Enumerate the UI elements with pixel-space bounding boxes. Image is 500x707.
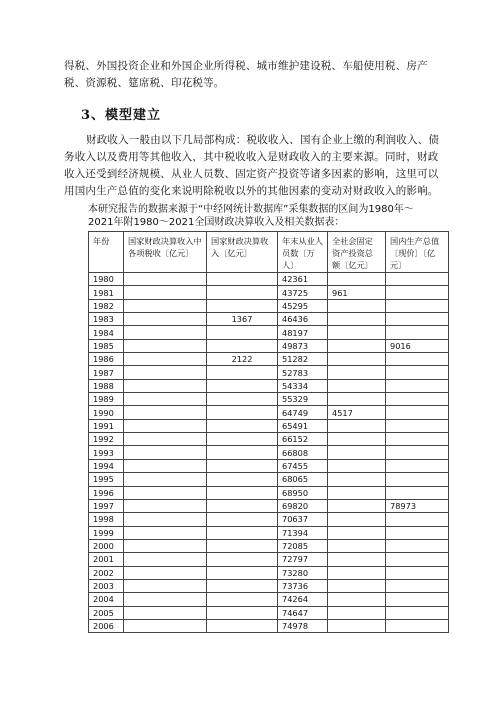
- cell-tax-revenue: [124, 406, 207, 419]
- cell-gdp: [386, 513, 449, 526]
- cell-year: 2004: [89, 593, 124, 606]
- cell-employment: 72085: [278, 539, 328, 552]
- cell-gdp: [386, 326, 449, 339]
- cell-gdp: [386, 393, 449, 406]
- cell-year: 2005: [89, 606, 124, 619]
- cell-employment: 68950: [278, 486, 328, 499]
- cell-gdp: [386, 299, 449, 312]
- cell-year: 1989: [89, 393, 124, 406]
- table-caption: 本研究报告的数据来源于“中经网统计数据库”采集数据的区间为1980年～2021年附1980～2021全国财政决算收入及相关数据表：: [88, 204, 414, 228]
- cell-fiscal-revenue: [207, 273, 278, 286]
- table-row: [89, 513, 449, 526]
- cell-employment: 72797: [278, 553, 328, 566]
- cell-fiscal-revenue: [207, 526, 278, 539]
- cell-fixed-investment: [328, 619, 386, 632]
- cell-fiscal-revenue: 1367: [207, 313, 278, 326]
- cell-gdp: [386, 606, 449, 619]
- table-row: [89, 406, 449, 419]
- cell-employment: 49873: [278, 339, 328, 352]
- cell-employment: 64749: [278, 406, 328, 419]
- cell-gdp: [386, 406, 449, 419]
- cell-employment: 68065: [278, 473, 328, 486]
- cell-tax-revenue: [124, 393, 207, 406]
- header-employment: 年末从业人员数〔万人〕: [278, 232, 328, 273]
- cell-gdp: [386, 593, 449, 606]
- cell-fiscal-revenue: [207, 286, 278, 299]
- cell-tax-revenue: [124, 579, 207, 592]
- cell-employment: 67455: [278, 459, 328, 472]
- cell-gdp: [386, 433, 449, 446]
- cell-fixed-investment: [328, 326, 386, 339]
- cell-employment: 73736: [278, 579, 328, 592]
- cell-year: 1990: [89, 406, 124, 419]
- cell-fixed-investment: [328, 526, 386, 539]
- cell-tax-revenue: [124, 339, 207, 352]
- table-header-row: [89, 232, 449, 273]
- cell-fiscal-revenue: [207, 499, 278, 512]
- header-fiscal-revenue: 国家财政决算收入〔亿元〕: [207, 232, 278, 273]
- cell-fixed-investment: [328, 579, 386, 592]
- cell-fixed-investment: [328, 446, 386, 459]
- cell-year: 1991: [89, 419, 124, 432]
- cell-fiscal-revenue: [207, 446, 278, 459]
- table-row: [89, 539, 449, 552]
- table-row: [89, 606, 449, 619]
- table-row: [89, 619, 449, 632]
- cell-fixed-investment: [328, 339, 386, 352]
- cell-employment: 70637: [278, 513, 328, 526]
- cell-tax-revenue: [124, 299, 207, 312]
- cell-fixed-investment: [328, 593, 386, 606]
- cell-fiscal-revenue: [207, 606, 278, 619]
- cell-fixed-investment: [328, 273, 386, 286]
- cell-tax-revenue: [124, 566, 207, 579]
- cell-fiscal-revenue: [207, 299, 278, 312]
- header-gdp: 国内生产总值〔现价〕〔亿元〕: [386, 232, 449, 273]
- table-row: [89, 339, 449, 352]
- cell-tax-revenue: [124, 619, 207, 632]
- cell-year: 1995: [89, 473, 124, 486]
- cell-fixed-investment: [328, 606, 386, 619]
- cell-gdp: [386, 526, 449, 539]
- cell-tax-revenue: [124, 539, 207, 552]
- cell-year: 1981: [89, 286, 124, 299]
- table-row: [89, 393, 449, 406]
- cell-fixed-investment: 4517: [328, 406, 386, 419]
- cell-fiscal-revenue: [207, 459, 278, 472]
- table-row: [89, 366, 449, 379]
- cell-fixed-investment: [328, 353, 386, 366]
- header-fixed-investment: 全社会固定资产投资总额〔亿元〕: [328, 232, 386, 273]
- cell-employment: 74978: [278, 619, 328, 632]
- cell-year: 1996: [89, 486, 124, 499]
- cell-employment: 55329: [278, 393, 328, 406]
- cell-fiscal-revenue: [207, 486, 278, 499]
- cell-fiscal-revenue: [207, 579, 278, 592]
- cell-gdp: [386, 486, 449, 499]
- table-row: [89, 313, 449, 326]
- table-row: [89, 419, 449, 432]
- cell-gdp: [386, 579, 449, 592]
- cell-tax-revenue: [124, 366, 207, 379]
- cell-gdp: [386, 366, 449, 379]
- cell-tax-revenue: [124, 593, 207, 606]
- cell-tax-revenue: [124, 526, 207, 539]
- cell-tax-revenue: [124, 473, 207, 486]
- cell-fiscal-revenue: [207, 393, 278, 406]
- cell-year: 1999: [89, 526, 124, 539]
- cell-fiscal-revenue: [207, 366, 278, 379]
- table-row: [89, 566, 449, 579]
- cell-fixed-investment: [328, 473, 386, 486]
- cell-fiscal-revenue: 2122: [207, 353, 278, 366]
- cell-tax-revenue: [124, 486, 207, 499]
- cell-gdp: [386, 446, 449, 459]
- cell-tax-revenue: [124, 379, 207, 392]
- table-row: [89, 446, 449, 459]
- cell-year: 1998: [89, 513, 124, 526]
- table-row: [89, 433, 449, 446]
- cell-fixed-investment: [328, 499, 386, 512]
- cell-fiscal-revenue: [207, 433, 278, 446]
- cell-gdp: [386, 273, 449, 286]
- cell-tax-revenue: [124, 419, 207, 432]
- cell-tax-revenue: [124, 459, 207, 472]
- cell-year: 2001: [89, 553, 124, 566]
- cell-employment: 48197: [278, 326, 328, 339]
- body-paragraph-text: 财政收入一般由以下几局部构成：税收收入、国有企业上缴的利润收入、债务收入以及费用等其他收入，其中税收收入是财政收入的主要来源。同时，财政收入还受到经济规模、从业人员数、固定资产投资等诸多因素的影响，这里可以用国内生产总值的变化来说明除税收以外的其他因素的变动对财政收入的影响。: [64, 134, 440, 197]
- cell-tax-revenue: [124, 446, 207, 459]
- cell-fiscal-revenue: [207, 419, 278, 432]
- cell-employment: 42361: [278, 273, 328, 286]
- cell-employment: 43725: [278, 286, 328, 299]
- cell-gdp: [386, 459, 449, 472]
- cell-employment: 45295: [278, 299, 328, 312]
- cell-employment: 69820: [278, 499, 328, 512]
- cell-gdp: [386, 553, 449, 566]
- cell-fixed-investment: [328, 299, 386, 312]
- cell-fixed-investment: [328, 486, 386, 499]
- cell-fixed-investment: [328, 313, 386, 326]
- table-row: [89, 273, 449, 286]
- data-table: [88, 231, 449, 633]
- cell-fixed-investment: [328, 539, 386, 552]
- cell-gdp: [386, 539, 449, 552]
- cell-fixed-investment: [328, 459, 386, 472]
- cell-fixed-investment: [328, 433, 386, 446]
- cell-gdp: [386, 619, 449, 632]
- table-row: [89, 579, 449, 592]
- cell-employment: 66152: [278, 433, 328, 446]
- cell-tax-revenue: [124, 553, 207, 566]
- cell-year: 1986: [89, 353, 124, 366]
- cell-employment: 74264: [278, 593, 328, 606]
- cell-fixed-investment: [328, 419, 386, 432]
- cell-fiscal-revenue: [207, 619, 278, 632]
- cell-fixed-investment: [328, 366, 386, 379]
- cell-year: 1992: [89, 433, 124, 446]
- cell-year: 2003: [89, 579, 124, 592]
- cell-year: 2002: [89, 566, 124, 579]
- cell-fiscal-revenue: [207, 339, 278, 352]
- header-tax-revenue: 国家财政决算收入中各项税收〔亿元〕: [124, 232, 207, 273]
- cell-gdp: 9016: [386, 339, 449, 352]
- cell-year: 1983: [89, 313, 124, 326]
- table-row: [89, 326, 449, 339]
- cell-year: 2000: [89, 539, 124, 552]
- cell-tax-revenue: [124, 286, 207, 299]
- table-row: [89, 379, 449, 392]
- cell-employment: 54334: [278, 379, 328, 392]
- cell-fixed-investment: 961: [328, 286, 386, 299]
- cell-tax-revenue: [124, 433, 207, 446]
- cell-fiscal-revenue: [207, 379, 278, 392]
- cell-fiscal-revenue: [207, 473, 278, 486]
- body-paragraph: [64, 132, 444, 200]
- cell-fiscal-revenue: [207, 566, 278, 579]
- cell-tax-revenue: [124, 499, 207, 512]
- cell-gdp: [386, 313, 449, 326]
- cell-year: 1987: [89, 366, 124, 379]
- cell-year: 2006: [89, 619, 124, 632]
- cell-tax-revenue: [124, 273, 207, 286]
- cell-gdp: 78973: [386, 499, 449, 512]
- cell-fiscal-revenue: [207, 593, 278, 606]
- section-heading: 3、模型建立: [81, 108, 162, 123]
- table-row: [89, 286, 449, 299]
- cell-employment: 46436: [278, 313, 328, 326]
- cell-fixed-investment: [328, 566, 386, 579]
- table-row: [89, 353, 449, 366]
- cell-gdp: [386, 473, 449, 486]
- cell-year: 1980: [89, 273, 124, 286]
- cell-gdp: [386, 419, 449, 432]
- cell-employment: 52783: [278, 366, 328, 379]
- cell-fixed-investment: [328, 553, 386, 566]
- cell-tax-revenue: [124, 353, 207, 366]
- cell-gdp: [386, 379, 449, 392]
- table-row: [89, 459, 449, 472]
- cell-year: 1994: [89, 459, 124, 472]
- cell-fiscal-revenue: [207, 513, 278, 526]
- cell-year: 1993: [89, 446, 124, 459]
- cell-year: 1982: [89, 299, 124, 312]
- table-row: [89, 593, 449, 606]
- table-row: [89, 473, 449, 486]
- table-row: [89, 486, 449, 499]
- cell-employment: 71394: [278, 526, 328, 539]
- cell-year: 1985: [89, 339, 124, 352]
- table-row: [89, 299, 449, 312]
- cell-tax-revenue: [124, 513, 207, 526]
- table-row: [89, 499, 449, 512]
- cell-fiscal-revenue: [207, 539, 278, 552]
- cell-employment: 73280: [278, 566, 328, 579]
- cell-fiscal-revenue: [207, 553, 278, 566]
- table-row: [89, 526, 449, 539]
- cell-fiscal-revenue: [207, 326, 278, 339]
- cell-year: 1984: [89, 326, 124, 339]
- cell-employment: 66808: [278, 446, 328, 459]
- cell-gdp: [386, 286, 449, 299]
- cell-employment: 65491: [278, 419, 328, 432]
- cell-tax-revenue: [124, 313, 207, 326]
- cell-year: 1997: [89, 499, 124, 512]
- table-row: [89, 553, 449, 566]
- cell-gdp: [386, 566, 449, 579]
- intro-paragraph: 得税、外国投资企业和外国企业所得税、城市维护建设税、车船使用税、房产税、资源税、筵席税、印花税等。: [64, 60, 428, 89]
- cell-fixed-investment: [328, 513, 386, 526]
- cell-year: 1988: [89, 379, 124, 392]
- cell-fixed-investment: [328, 379, 386, 392]
- cell-gdp: [386, 353, 449, 366]
- cell-employment: 51282: [278, 353, 328, 366]
- header-year: 年份: [89, 232, 124, 273]
- cell-fixed-investment: [328, 393, 386, 406]
- cell-tax-revenue: [124, 606, 207, 619]
- cell-fiscal-revenue: [207, 406, 278, 419]
- cell-employment: 74647: [278, 606, 328, 619]
- cell-tax-revenue: [124, 326, 207, 339]
